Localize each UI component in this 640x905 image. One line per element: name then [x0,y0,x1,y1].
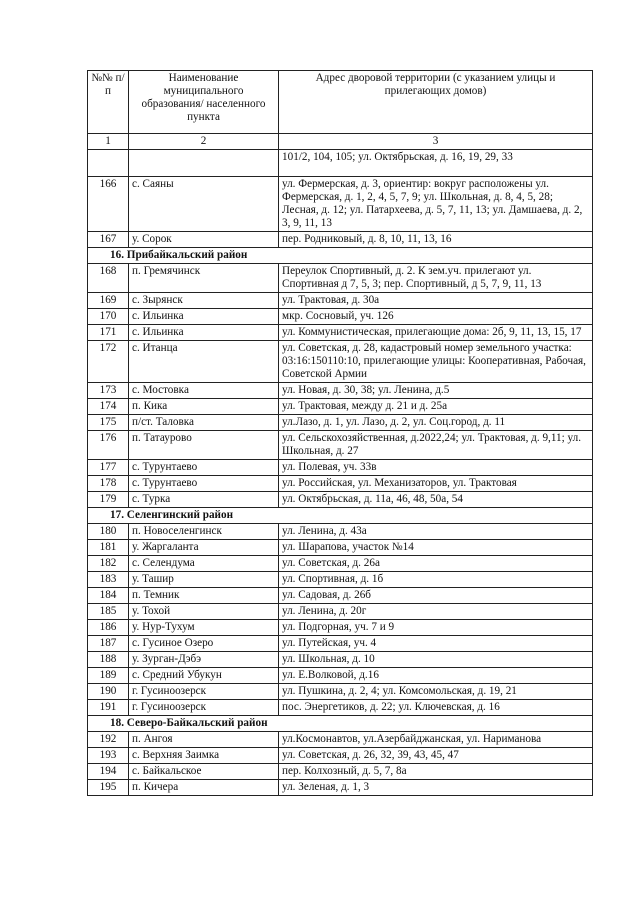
section-title: 18. Северо-Байкальский район [88,716,593,732]
row-address: ул. Садовая, д. 26б [279,588,593,604]
row-address: ул.Космонавтов, ул.Азербайджанская, ул. Нариманова [279,732,593,748]
row-address: ул. Полевая, уч. 33в [279,460,593,476]
row-number: 186 [88,620,129,636]
section-row [88,248,593,264]
table-row [88,780,593,796]
row-settlement: у. Ташир [129,572,279,588]
row-number [88,150,129,177]
row-number: 168 [88,264,129,293]
row-address: Переулок Спортивный, д. 2. К зем.уч. прилегают ул. Спортивная д 7, 5, 3; пер. Спортивный, д 5, 7, 9, 11, 13 [279,264,593,293]
table-row [88,383,593,399]
table-row [88,652,593,668]
section-row [88,508,593,524]
row-address: ул. Школьная, д. 10 [279,652,593,668]
column-number-row [88,134,593,150]
row-number: 193 [88,748,129,764]
row-settlement: у. Зурган-Дэбэ [129,652,279,668]
row-settlement: с. Ильинка [129,325,279,341]
row-number: 176 [88,431,129,460]
table-row [88,524,593,540]
section-row [88,716,593,732]
row-settlement: п. Новоселенгинск [129,524,279,540]
row-address: ул. Сельскохозяйственная, д.2022,24; ул. Трактовая, д. 9,11; ул. Школьная, д. 27 [279,431,593,460]
table-row [88,700,593,716]
table-row [88,431,593,460]
row-number: 173 [88,383,129,399]
row-settlement: с. Средний Убукун [129,668,279,684]
header-municipality: Наименование муниципального образования/ населенного пункта [129,71,279,134]
row-address: ул. Октябрьская, д. 11а, 46, 48, 50а, 54 [279,492,593,508]
row-settlement: у. Жаргаланта [129,540,279,556]
row-number: 178 [88,476,129,492]
table-header-row [88,71,593,134]
row-number: 170 [88,309,129,325]
row-settlement: у. Тохой [129,604,279,620]
row-settlement: п. Гремячинск [129,264,279,293]
table-row [88,150,593,177]
row-settlement: с. Ильинка [129,309,279,325]
row-number: 185 [88,604,129,620]
row-settlement: с. Саяны [129,177,279,232]
row-address: ул. Трактовая, между д. 21 и д. 25а [279,399,593,415]
row-settlement: г. Гусиноозерск [129,700,279,716]
row-address: ул. Подгорная, уч. 7 и 9 [279,620,593,636]
row-number: 171 [88,325,129,341]
row-settlement: п. Ангоя [129,732,279,748]
row-number: 174 [88,399,129,415]
row-settlement: у. Нур-Тухум [129,620,279,636]
row-settlement: с. Турка [129,492,279,508]
table-row [88,309,593,325]
row-settlement: с. Байкальское [129,764,279,780]
table-row [88,415,593,431]
row-address: пос. Энергетиков, д. 22; ул. Ключевская, д. 16 [279,700,593,716]
table-row [88,556,593,572]
row-settlement: с. Зырянск [129,293,279,309]
row-address: 101/2, 104, 105; ул. Октябрьская, д. 16, 19, 29, 33 [279,150,593,177]
row-address: пер. Родниковый, д. 8, 10, 11, 13, 16 [279,232,593,248]
row-number: 167 [88,232,129,248]
table-row [88,604,593,620]
row-settlement: п. Кика [129,399,279,415]
row-address: ул.Лазо, д. 1, ул. Лазо, д. 2, ул. Соц.город, д. 11 [279,415,593,431]
table-row [88,177,593,232]
section-title: 17. Селенгинский район [88,508,593,524]
table-row [88,492,593,508]
row-settlement: с. Итанца [129,341,279,383]
table-row [88,540,593,556]
row-settlement: п. Темник [129,588,279,604]
row-number: 189 [88,668,129,684]
row-number: 187 [88,636,129,652]
table-row [88,636,593,652]
row-address: ул. Коммунистическая, прилегающие дома: 2б, 9, 11, 13, 15, 17 [279,325,593,341]
courtyard-addresses-table [87,70,593,796]
table-row [88,399,593,415]
row-number: 180 [88,524,129,540]
rows-group-d [88,732,593,796]
row-number: 175 [88,415,129,431]
column-number: 2 [129,134,279,150]
row-settlement: с. Верхняя Заимка [129,748,279,764]
table-row [88,764,593,780]
row-number: 191 [88,700,129,716]
row-number: 184 [88,588,129,604]
row-settlement [129,150,279,177]
table-row [88,588,593,604]
row-settlement: с. Гусиное Озеро [129,636,279,652]
table-row [88,748,593,764]
row-address: ул. Ленина, д. 43а [279,524,593,540]
row-address: ул. Трактовая, д. 30а [279,293,593,309]
row-number: 194 [88,764,129,780]
row-address: ул. Путейская, уч. 4 [279,636,593,652]
row-number: 192 [88,732,129,748]
row-address: ул. Спортивная, д. 1б [279,572,593,588]
table-row [88,684,593,700]
row-address: ул. Е.Волковой, д.16 [279,668,593,684]
row-address: ул. Советская, д. 26, 32, 39, 43, 45, 47 [279,748,593,764]
row-address: ул. Советская, д. 26а [279,556,593,572]
row-address: ул. Пушкина, д. 2, 4; ул. Комсомольская, д. 19, 21 [279,684,593,700]
header-address: Адрес дворовой территории (с указанием улицы и прилегающих домов) [279,71,593,134]
column-number: 3 [279,134,593,150]
rows-group-c [88,524,593,716]
row-number: 166 [88,177,129,232]
rows-group-a [88,177,593,248]
row-address: ул. Советская, д. 28, кадастровый номер земельного участка: 03:16:150110:10, прилегающие улицы: Кооперативная, Рабочая, Советской Армии [279,341,593,383]
row-number: 172 [88,341,129,383]
row-settlement: п. Кичера [129,780,279,796]
header-number: №№ п/п [88,71,129,134]
row-settlement: п. Татаурово [129,431,279,460]
row-address: ул. Зеленая, д. 1, 3 [279,780,593,796]
row-number: 179 [88,492,129,508]
table-row [88,293,593,309]
row-address: ул. Ленина, д. 20г [279,604,593,620]
column-number: 1 [88,134,129,150]
row-number: 169 [88,293,129,309]
row-settlement: п/ст. Таловка [129,415,279,431]
row-address: ул. Фермерская, д. 3, ориентир: вокруг расположены ул. Фермерская, д. 1, 2, 4, 5, 7, 9; ул. Школьная, д. 8, 4, 5, 28; Лесная, д. 12; ул. Патархеева, д. 5, 7, 11, 13; ул. Дамшаева, д. 2, 3, 9, 11, 13 [279,177,593,232]
table-row [88,620,593,636]
table-row [88,460,593,476]
row-address: пер. Колхозный, д. 5, 7, 8а [279,764,593,780]
row-settlement: с. Мостовка [129,383,279,399]
row-number: 195 [88,780,129,796]
table-row [88,341,593,383]
row-number: 182 [88,556,129,572]
table-row [88,476,593,492]
row-address: мкр. Сосновый, уч. 126 [279,309,593,325]
rows-group-b [88,293,593,508]
table-row [88,264,593,293]
row-address: ул. Российская, ул. Механизаторов, ул. Трактовая [279,476,593,492]
row-settlement: с. Турунтаево [129,460,279,476]
table-row [88,325,593,341]
section-title: 16. Прибайкальский район [88,248,593,264]
row-number: 190 [88,684,129,700]
row-settlement: г. Гусиноозерск [129,684,279,700]
row-number: 183 [88,572,129,588]
table-row [88,732,593,748]
row-number: 177 [88,460,129,476]
table-row [88,668,593,684]
row-settlement: у. Сорок [129,232,279,248]
row-address: ул. Шарапова, участок №14 [279,540,593,556]
row-number: 188 [88,652,129,668]
row-settlement: с. Турунтаево [129,476,279,492]
row-address: ул. Новая, д. 30, 38; ул. Ленина, д.5 [279,383,593,399]
table-row [88,572,593,588]
table-row [88,232,593,248]
row-settlement: с. Селендума [129,556,279,572]
row-number: 181 [88,540,129,556]
